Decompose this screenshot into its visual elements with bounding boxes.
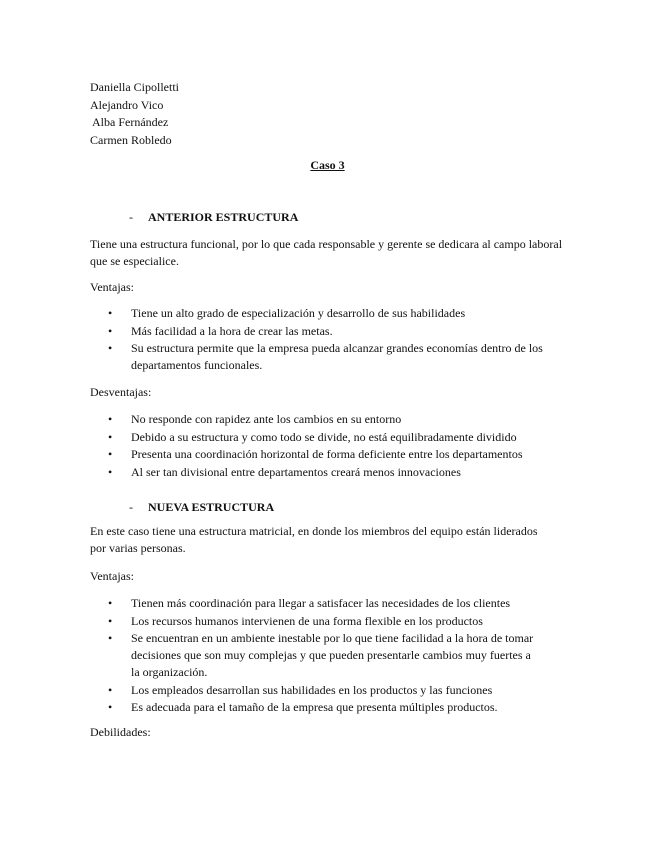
author-name: Alejandro Vico: [90, 97, 164, 112]
section1-desventajas-label: Desventajas:: [90, 385, 152, 399]
case-title: Caso 3: [310, 158, 345, 172]
list-item: • Al ser tan divisional entre departamentos creará menos innovaciones: [108, 464, 568, 481]
section-heading-nueva: [129, 499, 274, 516]
section-heading-anterior: [129, 209, 298, 226]
list-item: • Los empleados desarrollan sus habilidades en los productos y las funciones: [108, 682, 568, 699]
section1-intro: Tiene una estructura funcional, por lo que cada responsable y gerente se dedicara al campo laboral que se especialice.: [90, 237, 563, 268]
author-name: Daniella Cipolletti: [90, 80, 179, 94]
author-list: [90, 79, 570, 149]
section2-ventajas-list: [108, 595, 568, 717]
section2-debilidades-label: Debilidades:: [90, 725, 151, 739]
heading-dash: -: [129, 500, 133, 514]
heading-text: NUEVA ESTRUCTURA: [148, 500, 275, 514]
heading-text: ANTERIOR ESTRUCTURA: [148, 210, 299, 224]
list-item: • Es adecuada para el tamaño de la empresa que presenta múltiples productos.: [108, 699, 568, 716]
list-item: • Tiene un alto grado de especialización y desarrollo de sus habilidades: [108, 305, 568, 322]
author-name: Alba Fernández: [92, 115, 169, 129]
section1-desventajas-list: [108, 411, 568, 481]
list-item: • Presenta una coordinación horizontal de forma deficiente entre los departamentos: [108, 446, 568, 463]
list-item: • Los recursos humanos intervienen de una forma flexible en los productos: [108, 613, 568, 630]
list-item: • Tienen más coordinación para llegar a satisfacer las necesidades de los clientes: [108, 595, 568, 612]
section1-ventajas-label: Ventajas:: [90, 280, 134, 294]
heading-dash: -: [129, 210, 133, 224]
section2-ventajas-label: Ventajas:: [90, 569, 134, 583]
list-item: • Su estructura permite que la empresa pueda alcanzar grandes economías dentro de los departamentos funcionales.: [108, 340, 571, 374]
list-item: • Más facilidad a la hora de crear las metas.: [108, 323, 568, 340]
section2-intro: En este caso tiene una estructura matricial, en donde los miembros del equipo están liderados por varias personas.: [90, 524, 538, 555]
section1-ventajas-list: [108, 305, 568, 375]
list-item: • Debido a su estructura y como todo se divide, no está equilibradamente dividido: [108, 429, 568, 446]
list-item: • No responde con rapidez ante los cambios en su entorno: [108, 411, 568, 428]
author-name: Carmen Robledo: [90, 132, 172, 147]
list-item: • Se encuentran en un ambiente inestable por lo que tiene facilidad a la hora de tomar decisiones que son muy complejas y que pueden presentarle cambios muy fuertes a la organización.: [108, 630, 536, 681]
